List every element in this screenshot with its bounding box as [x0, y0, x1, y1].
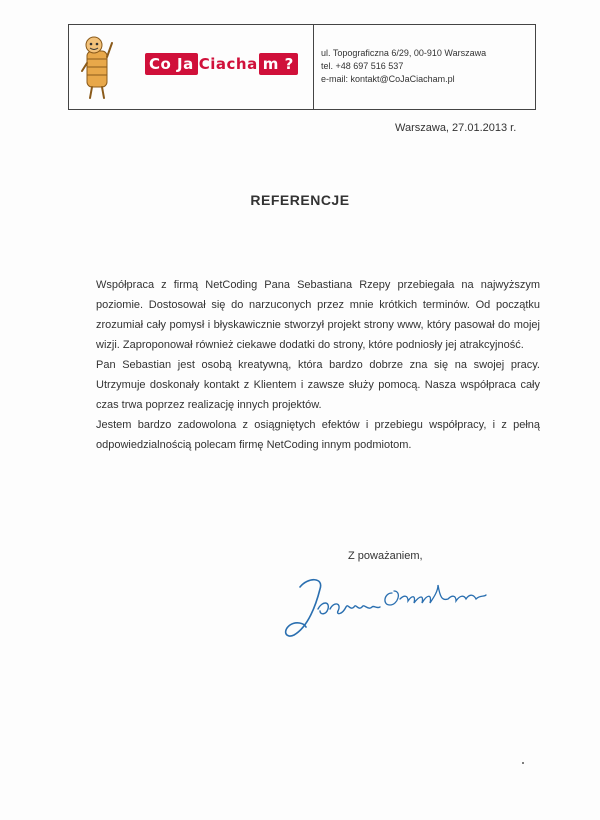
phone-line: tel. +48 697 516 537: [321, 61, 404, 71]
paragraph-1: Współpraca z firmą NetCoding Pana Sebastiana Rzepy przebiegała na najwyższym poziomie. Dostosował się do narzuconych przez mnie krótkich terminów. Od początku zrozumiał cały pomysł i błyskawicznie stworzył projekt strony www, który pasował do mojej wizji. Zaproponował również ciekawe dodatki do strony, które podniosły jej atrakcyjność.: [96, 279, 540, 351]
email-line: e-mail: kontakt@CoJaCiacham.pl: [321, 74, 455, 84]
scan-speck: [522, 762, 524, 764]
company-logo: [145, 52, 298, 76]
closing-salutation: Z poważaniem,: [348, 550, 423, 562]
letter-body: [96, 275, 540, 455]
logo-part-3: m ?: [259, 53, 298, 75]
logo-part-1: Co Ja: [145, 53, 198, 75]
letterhead: [68, 24, 536, 110]
letter-date: Warszawa, 27.01.2013 r.: [395, 122, 517, 134]
contact-block: [321, 47, 486, 86]
paragraph-3: Jestem bardzo zadowolona z osiągniętych efektów i przebiegu współpracy, i z pełną odpowiedzialnością polecam firmę NetCoding innym podmiotom.: [96, 419, 540, 451]
handwritten-signature: [280, 565, 500, 650]
address-line: ul. Topograficzna 6/29, 00-910 Warszawa: [321, 48, 487, 58]
document-title: REFERENCJE: [250, 192, 350, 208]
letterhead-divider: [313, 25, 314, 109]
paragraph-2: Pan Sebastian jest osobą kreatywną, która bardzo dobrze zna się na swojej pracy. Utrzymuje doskonały kontakt z Klientem i zawsze służy pomocą. Nasza współpraca cały czas trwa poprzez realizację innych projektów.: [96, 359, 540, 411]
cookie-mascot-icon: [79, 35, 115, 101]
logo-part-2: Ciacha: [198, 55, 258, 73]
